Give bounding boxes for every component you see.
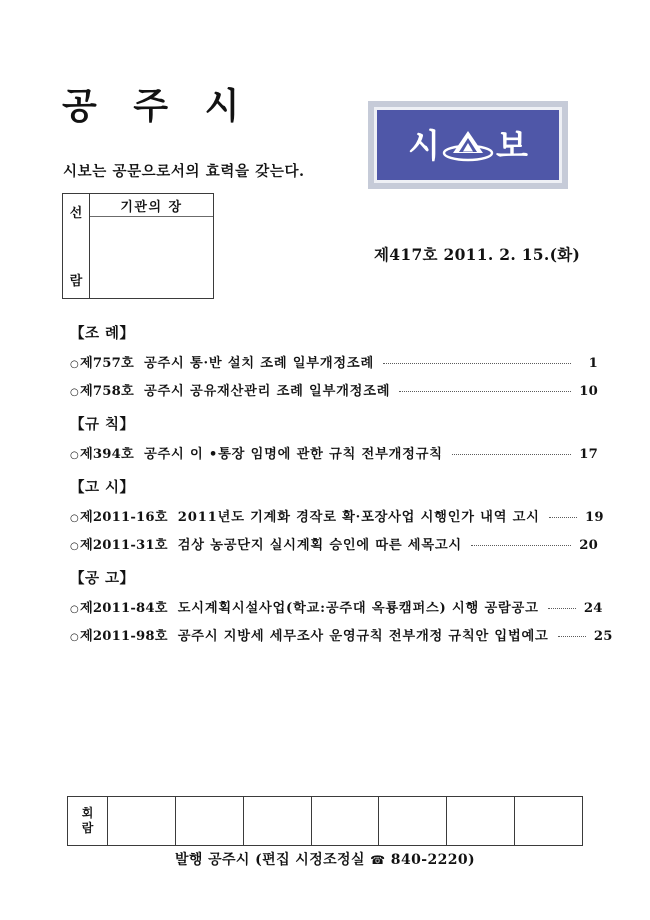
mountain-triangle-emblem-icon [442, 126, 494, 164]
toc-entry[interactable] [70, 443, 598, 462]
toc-entry-leader [549, 517, 577, 518]
toc-section-title: 【고 시】 [70, 479, 135, 496]
toc-entry-leader [383, 363, 571, 364]
circulation-cell[interactable] [176, 797, 244, 845]
toc-section [70, 567, 613, 644]
toc-entry-title: 공주시 이 •통장 임명에 관한 규칙 전부개정규칙 [143, 447, 443, 462]
toc-entry[interactable] [70, 625, 613, 644]
toc-entry-page-number: 25 [593, 629, 613, 644]
logo-char-bo: 보 [496, 125, 528, 165]
toc-entry-number: 제394호 [79, 447, 134, 462]
toc-entry-number: 제2011-31호 [79, 538, 168, 553]
toc-entry-page-number: 1 [588, 356, 598, 371]
approval-stamp-box [62, 193, 214, 299]
issue-number-date: 제417호 2011. 2. 15.(화) [374, 245, 581, 264]
toc-section-title: 【규 칙】 [70, 416, 135, 433]
siboh-logo-field [374, 107, 562, 183]
approval-signature-column [90, 194, 213, 298]
circulation-table [67, 796, 583, 846]
toc-entry-leader [399, 391, 571, 392]
toc-entry-page-number: 10 [579, 384, 598, 399]
masthead-tagline: 시보는 공문으로서의 효력을 갖는다. [63, 163, 305, 180]
toc-entry-bullet-icon: ○ [70, 632, 79, 643]
toc-entry-bullet-icon: ○ [70, 513, 79, 524]
toc-entry[interactable] [70, 380, 598, 399]
toc-section-title: 【공 고】 [70, 570, 135, 587]
approval-label-column [63, 194, 90, 298]
footer-prefix: 발행 공주시 (편집 시정조정실 [174, 852, 371, 868]
circulation-cell[interactable] [108, 797, 176, 845]
toc-entry-title: 공주시 공유재산관리 조례 일부개정조례 [143, 384, 391, 399]
approval-label-bottom: 람 [69, 274, 83, 289]
approval-label-top: 선 [69, 206, 83, 221]
toc-entry-page-number: 19 [584, 510, 604, 525]
circulation-cell[interactable] [312, 797, 380, 845]
toc-entry-number: 제758호 [79, 384, 134, 399]
toc-entry[interactable] [70, 534, 598, 553]
footer-phone: 840-2220) [385, 852, 476, 868]
toc-entry-number: 제2011-84호 [79, 601, 168, 616]
toc-entry-page-number: 24 [583, 601, 603, 616]
logo-char-si: 시 [408, 125, 440, 165]
telephone-icon: ☎ [370, 853, 386, 867]
approval-header: 기관의 장 [90, 194, 213, 217]
toc-entry-title: 2011년도 기계화 경작로 확·포장사업 시행인가 내역 고시 [177, 510, 540, 525]
circulation-cell[interactable] [515, 797, 582, 845]
toc-entry-bullet-icon: ○ [70, 450, 79, 461]
toc-entry[interactable] [70, 506, 604, 525]
table-of-contents [70, 322, 613, 658]
toc-entry-title: 검상 농공단지 실시계획 승인에 따른 세목고시 [177, 538, 462, 553]
toc-entry-number: 제2011-16호 [79, 510, 168, 525]
circulation-label-top: 회 [81, 806, 94, 820]
toc-entry-bullet-icon: ○ [70, 541, 79, 552]
toc-entry-bullet-icon: ○ [70, 604, 79, 615]
toc-section [70, 322, 598, 399]
circulation-label-bottom: 람 [81, 821, 94, 835]
toc-entry-bullet-icon: ○ [70, 359, 79, 370]
siboh-logo-plate [368, 101, 568, 189]
toc-entry-leader [452, 454, 571, 455]
toc-entry-bullet-icon: ○ [70, 387, 79, 398]
circulation-label [68, 797, 108, 845]
toc-section [70, 476, 604, 553]
toc-entry[interactable] [70, 352, 598, 371]
page-title: 공 주 시 [62, 85, 252, 127]
toc-entry-page-number: 20 [579, 538, 598, 553]
toc-entry-page-number: 17 [579, 447, 598, 462]
toc-section [70, 413, 598, 462]
toc-entry-leader [558, 636, 586, 637]
toc-entry-title: 공주시 통·반 설치 조례 일부개정조례 [143, 356, 374, 371]
circulation-cell[interactable] [447, 797, 515, 845]
toc-entry-leader [471, 545, 571, 546]
toc-entry-title: 공주시 지방세 세무조사 운영규칙 전부개정 규칙안 입법예고 [177, 629, 549, 644]
circulation-cell[interactable] [244, 797, 312, 845]
toc-entry-number: 제757호 [79, 356, 134, 371]
toc-entry-number: 제2011-98호 [79, 629, 168, 644]
circulation-cell[interactable] [379, 797, 447, 845]
approval-signature-area [90, 217, 213, 298]
toc-section-title: 【조 례】 [70, 325, 135, 342]
toc-entry-title: 도시계획시설사업(학교:공주대 옥룡캠퍼스) 시행 공람공고 [177, 601, 539, 616]
toc-entry[interactable] [70, 597, 603, 616]
publisher-footer [0, 849, 650, 869]
toc-entry-leader [548, 608, 576, 609]
